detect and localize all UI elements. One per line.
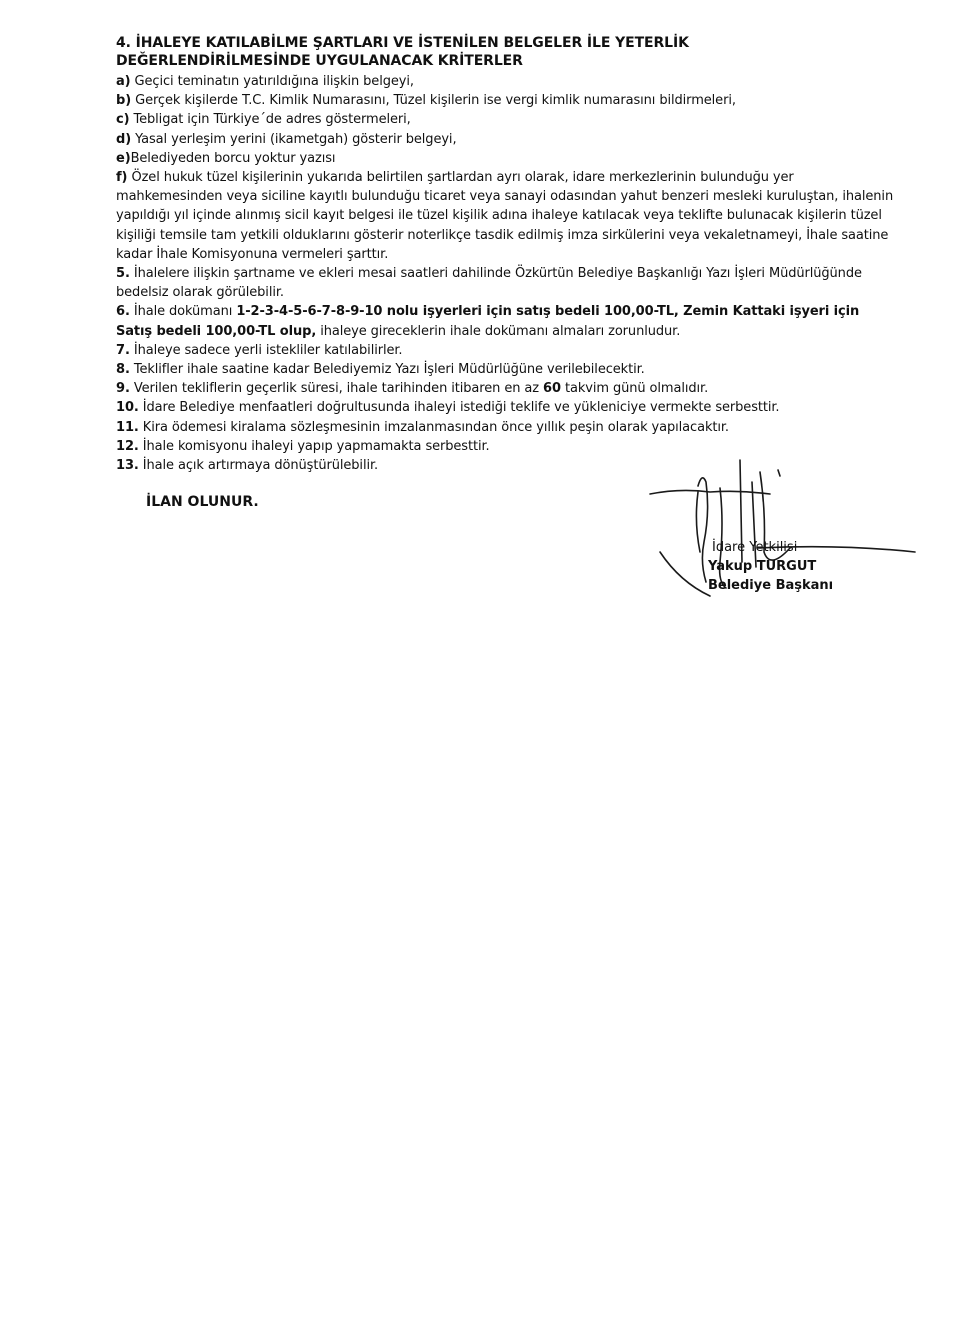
item-c <box>116 110 896 129</box>
item-text: Gerçek kişilerde T.C. Kimlik Numarasını, Tüzel kişilerin ise vergi kimlik numarasını bildirmeleri, <box>131 93 736 109</box>
document-body <box>116 34 896 475</box>
signatory-name: Yakup TURGUT <box>708 559 817 574</box>
clause-bold-text: 1-2-3-4-5-6-7-8-9-10 nolu işyerleri için satış bedeli 100,00-TL, Zemin Kattaki işyeri için Satış bedeli 100,00-TL olup, <box>116 304 860 339</box>
item-b <box>116 91 896 110</box>
clause-number: 13. <box>116 458 139 474</box>
announcement-closing: İLAN OLUNUR. <box>146 494 259 510</box>
clause-number: 6. <box>116 304 130 320</box>
clause-10 <box>116 398 896 417</box>
item-f <box>116 168 896 264</box>
clause-text: Kira ödemesi kiralama sözleşmesinin imzalanmasından önce yıllık peşin olarak yapılacaktır. <box>138 419 729 435</box>
clause-number: 8. <box>116 362 130 378</box>
item-text: Yasal yerleşim yerini (ikametgah) gösterir belgeyi, <box>131 131 457 147</box>
clause-text-end: ihaleye gireceklerin ihale dokümanı almaları zorunludur. <box>316 323 681 339</box>
clause-number: 7. <box>116 342 130 358</box>
item-text: Geçici teminatın yatırıldığına ilişkin belgeyi, <box>130 74 414 89</box>
section-heading <box>116 34 896 70</box>
item-text: Tebligat için Türkiye´de adres göstermeleri, <box>129 112 411 128</box>
signatory-title: Belediye Başkanı <box>708 578 834 593</box>
clause-text: Verilen tekliflerin geçerlik süresi, ihale tarihinden itibaren en az <box>129 381 544 397</box>
clause-9 <box>116 379 896 398</box>
clause-number: 12. <box>116 438 139 454</box>
clause-number: 9. <box>116 381 130 397</box>
clause-text: İhale komisyonu ihaleyi yapıp yapmamakta serbesttir. <box>138 438 490 454</box>
clause-8 <box>116 360 896 379</box>
section-heading-line-2: DEĞERLENDİRİLMESİNDE UYGULANACAK KRİTERLER <box>116 53 523 69</box>
item-label: f) <box>116 170 128 186</box>
signature-block <box>708 538 833 595</box>
clause-7 <box>116 341 896 360</box>
clause-number: 11. <box>116 419 139 435</box>
item-text: Özel hukuk tüzel kişilerinin yukarıda belirtilen şartlardan ayrı olarak, idare merkezlerinin bulunduğu yer mahkemesinden veya siciline kayıtlı bulunduğu ticaret veya sanayi odasından yahut benzeri mesleki kuruluştan, ihalenin yapıldığı yıl içinde alınmış sicil kayıt belgesi ile tüzel kişilik adına ihaleye katılacak veya teklifte bulunacak kişilerin tüzel kişiliği temsile tam yetkili olduklarını gösterir noterlikçe tasdik edilmiş imza sirkülerini veya vekaletnameyi, İhale saatine kadar İhale Komisyonuna vermeleri şarttır. <box>116 170 894 262</box>
clause-number: 5. <box>116 266 130 282</box>
clause-bold-text: 60 <box>543 381 561 397</box>
item-label: e) <box>116 150 131 166</box>
clause-6 <box>116 302 896 340</box>
clause-text-end: takvim günü olmalıdır. <box>560 381 709 397</box>
clause-text: İdare Belediye menfaatleri doğrultusunda ihaleyi istediği teklife ve yükleniciye vermekte serbesttir. <box>138 400 780 416</box>
clause-text: İhale dokümanı <box>129 304 237 320</box>
signatory-role: İdare Yetkilisi <box>712 540 798 555</box>
item-label: d) <box>116 131 132 147</box>
clause-number: 10. <box>116 400 139 416</box>
item-e <box>116 149 896 168</box>
item-a <box>116 72 896 91</box>
clause-text: İhaleye sadece yerli istekliler katılabilirler. <box>129 342 403 358</box>
item-text: Belediyeden borcu yoktur yazısı <box>130 150 336 166</box>
clause-text: İhalelere ilişkin şartname ve ekleri mesai saatleri dahilinde Özkürtün Belediye Başkanlığı Yazı İşleri Müdürlüğünde bedelsiz olarak görülebilir. <box>116 266 862 301</box>
item-label: b) <box>116 93 132 109</box>
clause-text: İhale açık artırmaya dönüştürülebilir. <box>138 458 379 474</box>
clause-5 <box>116 264 896 302</box>
item-d <box>116 130 896 149</box>
item-label: a) <box>116 74 131 89</box>
clause-text: Teklifler ihale saatine kadar Belediyemiz Yazı İşleri Müdürlüğüne verilebilecektir. <box>129 362 645 378</box>
section-heading-line-1: 4. İHALEYE KATILABİLME ŞARTLARI VE İSTENİLEN BELGELER İLE YETERLİK <box>116 35 689 51</box>
item-label: c) <box>116 112 130 128</box>
clause-11 <box>116 418 896 437</box>
